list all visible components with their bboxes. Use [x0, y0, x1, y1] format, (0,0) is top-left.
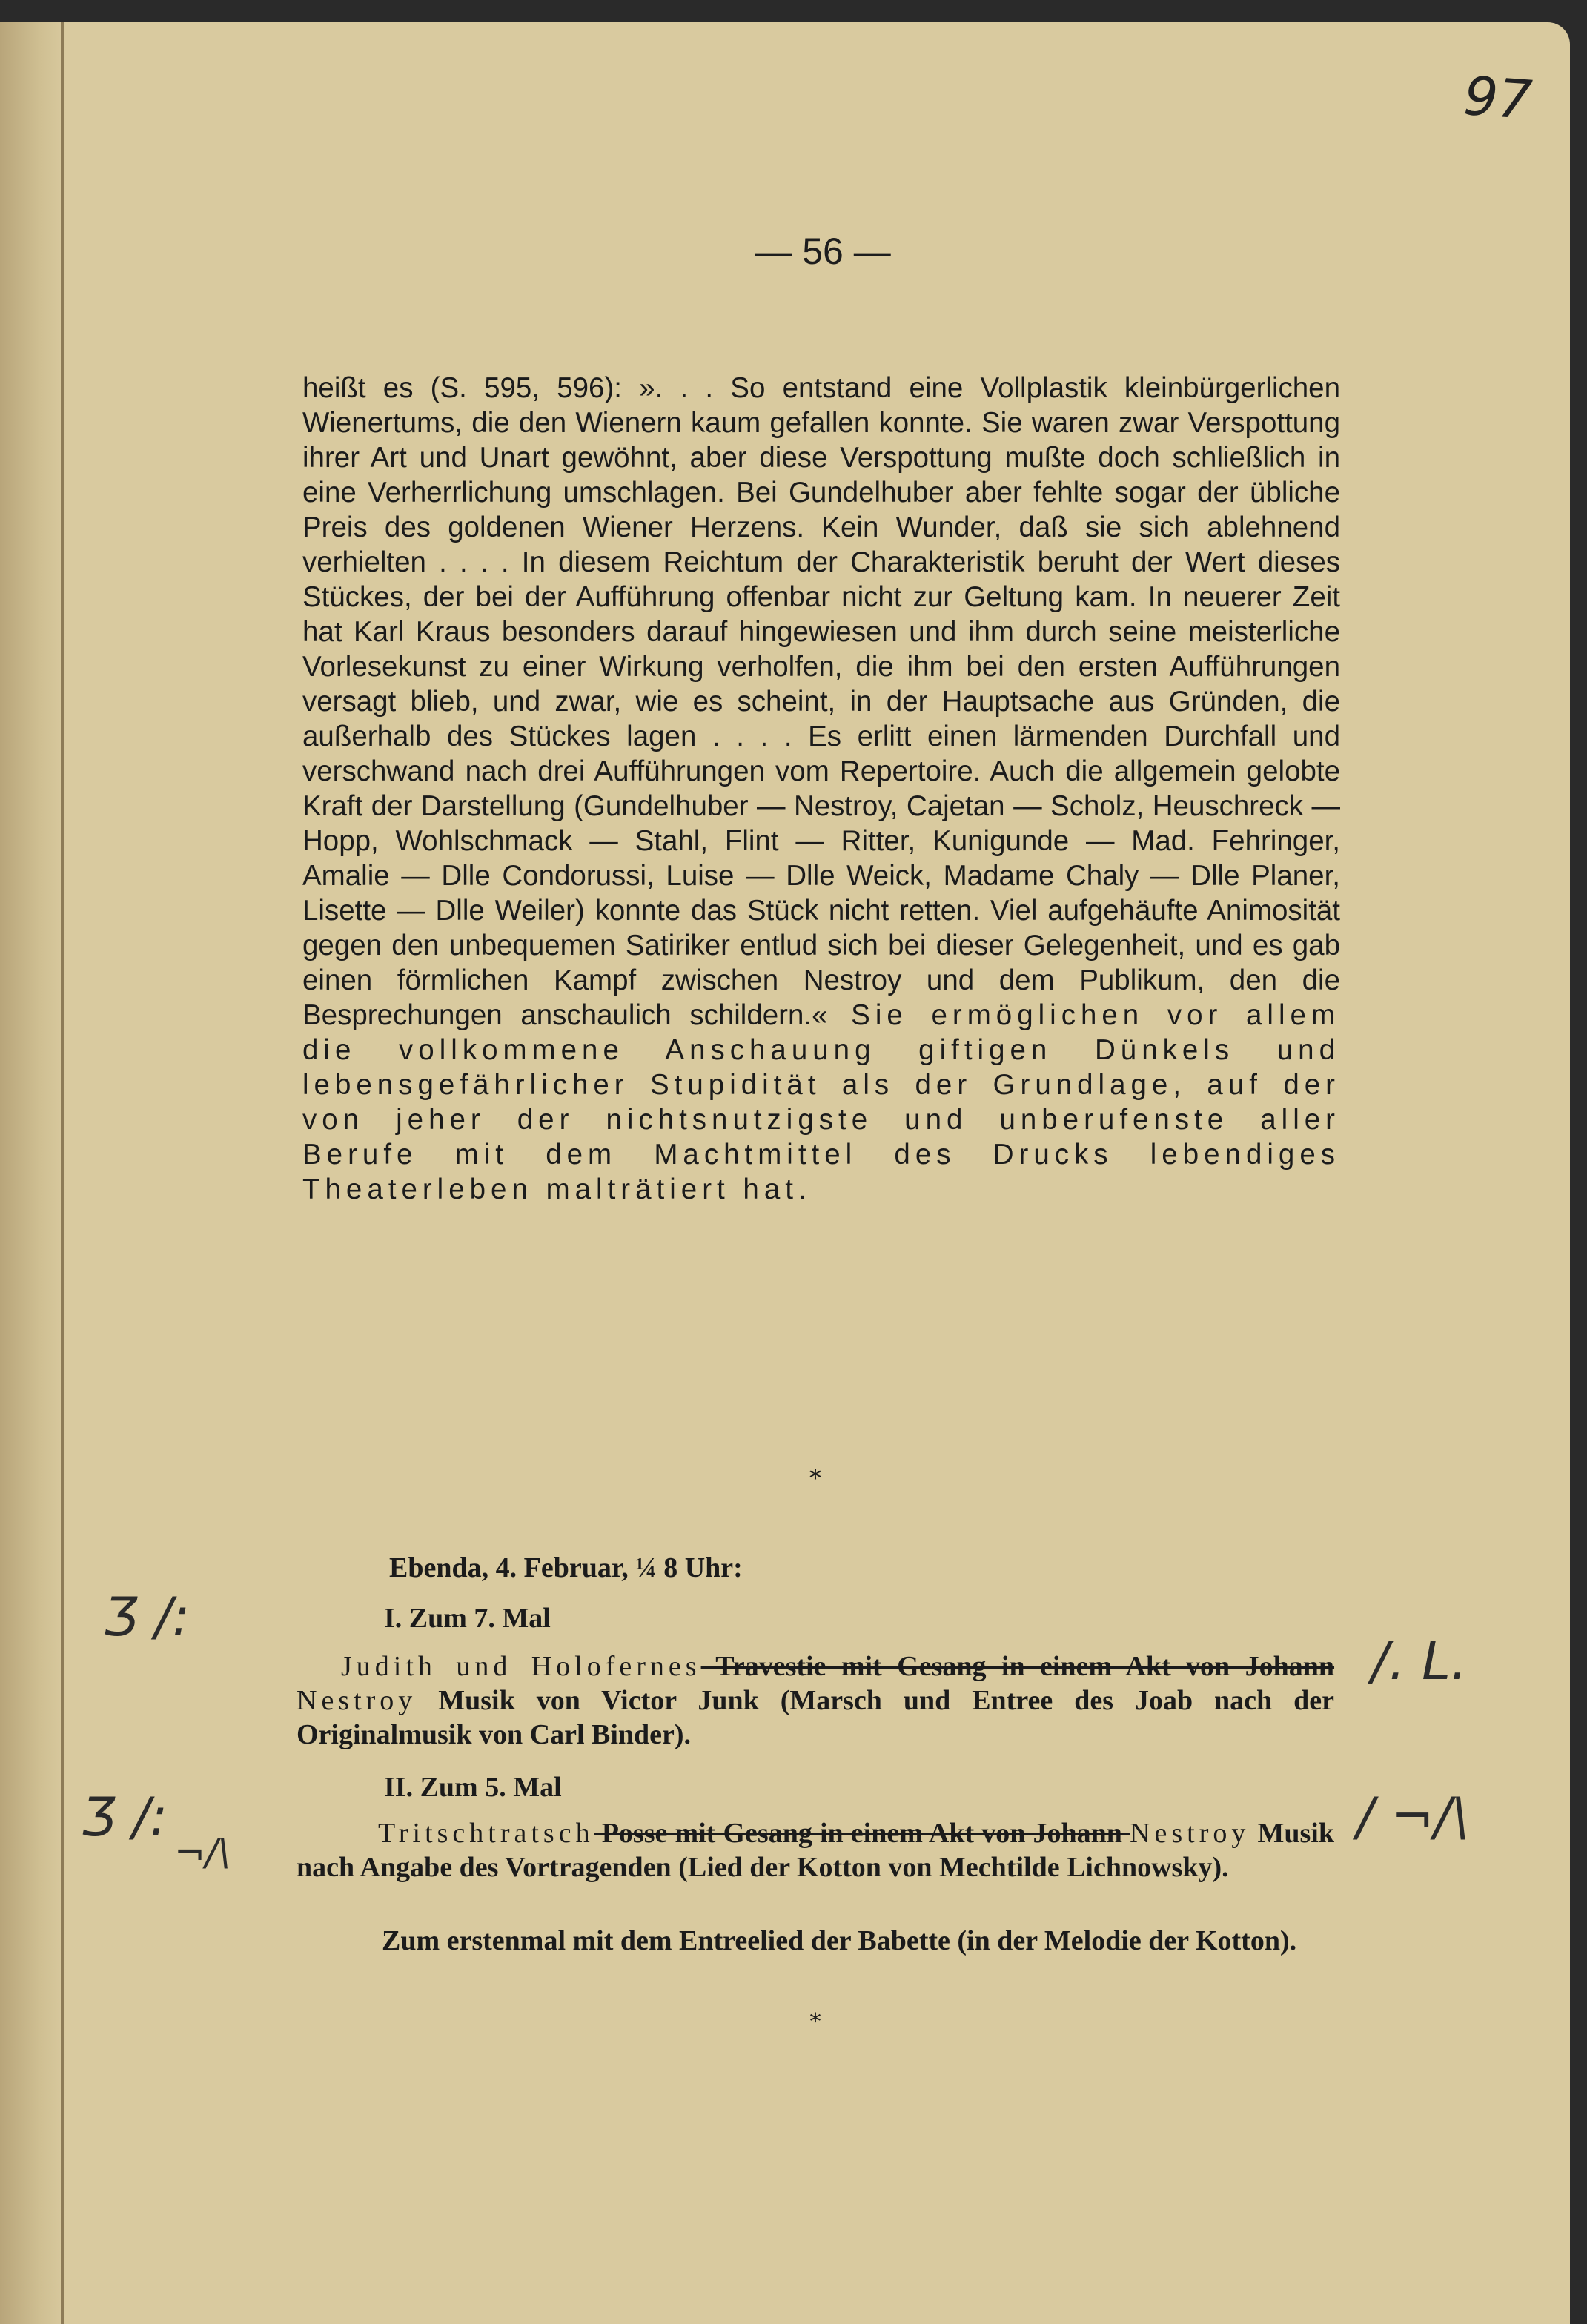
item2-number: II. Zum 5. Mal	[384, 1772, 562, 1803]
body-text-spaced: Sie ermöglichen vor allem die vollkommene Anschauung giftigen Dünkels und lebensgefährlicher Stupidität als der Grundlage, auf der von jeher der nichtsnutzigste und unberufenste aller Berufe mit dem Machtmittel des Drucks lebendiges Theaterleben malträtiert hat.	[302, 999, 1340, 1205]
item1-number: I. Zum 7. Mal	[384, 1603, 551, 1634]
item1-rest: Musik von Victor Junk (Marsch und Entree des Joab nach der Originalmusik von Carl Binder).	[296, 1685, 1334, 1750]
margin-note-right-1: /. L.	[1371, 1631, 1468, 1692]
section-separator: *	[809, 1464, 821, 1492]
end-separator: *	[809, 2009, 821, 2035]
listing-header: Ebenda, 4. Februar, ¼ 8 Uhr:	[389, 1552, 743, 1583]
page-number: — 56 —	[755, 231, 891, 272]
item2-title: Tritschtratsch	[378, 1818, 594, 1849]
margin-note-left-2: Ʒ /:	[82, 1787, 168, 1847]
item2-text	[296, 1816, 1334, 1884]
gutter-fold-line	[61, 22, 64, 2324]
listing-note: Zum erstenmal mit dem Entreelied der Babette (in der Melodie der Kotton).	[382, 1925, 1297, 1956]
item1-author: Nestroy	[296, 1685, 417, 1716]
item1-struck-text: Travestie mit Gesang in einem Akt von Johann	[700, 1651, 1335, 1682]
margin-note-left-1: Ʒ /:	[104, 1586, 190, 1647]
book-gutter	[0, 22, 67, 2324]
item2-author: Nestroy	[1130, 1818, 1250, 1849]
body-text-normal: heißt es (S. 595, 596): ». . . So entstand eine Vollplastik kleinbürgerlichen Wienertums, die den Wienern kaum gefallen konnte. Sie waren zwar Verspottung ihrer Art und Unart gewöhnt, aber diese Verspottung mußte doch schließlich in eine Verherrlichung umschlagen. Bei Gundelhuber aber fehlte sogar der übliche Preis des goldenen Wiener Herzens. Kein Wunder, daß sie sich ablehnend verhielten . . . . In diesem Reichtum der Charakteristik beruht der Wert dieses Stückes, der bei der Aufführung offenbar nicht zur Geltung kam. In neuerer Zeit hat Karl Kraus besonders darauf hingewiesen und ihm durch seine meisterliche Vorlesekunst zu einer Wirkung verholfen, die ihm bei den ersten Aufführungen versagt blieb, und zwar, wie es scheint, in der Hauptsache aus Gründen, die außerhalb des Stückes lagen . . . . Es erlitt einen lärmenden Durchfall und verschwand nach drei Aufführungen vom Repertoire. Auch die allgemein gelobte Kraft der Darstellung (Gundelhuber — Nestroy, Cajetan — Scholz, Heuschreck — Hopp, Wohlschmack — Stahl, Flint — Ritter, Kunigunde — Mad. Fehringer, Amalie — Dlle Condorussi, Luise — Dlle Weick, Madame Chaly — Dlle Planer, Lisette — Dlle Weiler) konnte das Stück nicht retten. Viel aufgehäufte Animosität gegen den unbequemen Satiriker entlud sich bei dieser Gelegenheit, und es gab einen förmlichen Kampf zwischen Nestroy und dem Publikum, den die Besprechungen anschaulich schildern.«	[302, 372, 1340, 1031]
margin-note-left-2b: ¬/\	[174, 1831, 231, 1874]
margin-note-right-2: / ¬/\	[1356, 1787, 1469, 1847]
handwritten-folio-number: 97	[1462, 64, 1534, 132]
item1-text	[296, 1649, 1334, 1752]
body-paragraph	[302, 371, 1340, 1207]
document-page	[0, 22, 1570, 2324]
item2-struck-text: Posse mit Gesang in einem Akt von Johann	[594, 1818, 1130, 1849]
item2-rest: Musik nach Angabe des Vortragenden (Lied der Kotton von Mechtilde Lichnowsky).	[296, 1818, 1334, 1883]
item1-title: Judith und Holofernes	[341, 1651, 701, 1682]
